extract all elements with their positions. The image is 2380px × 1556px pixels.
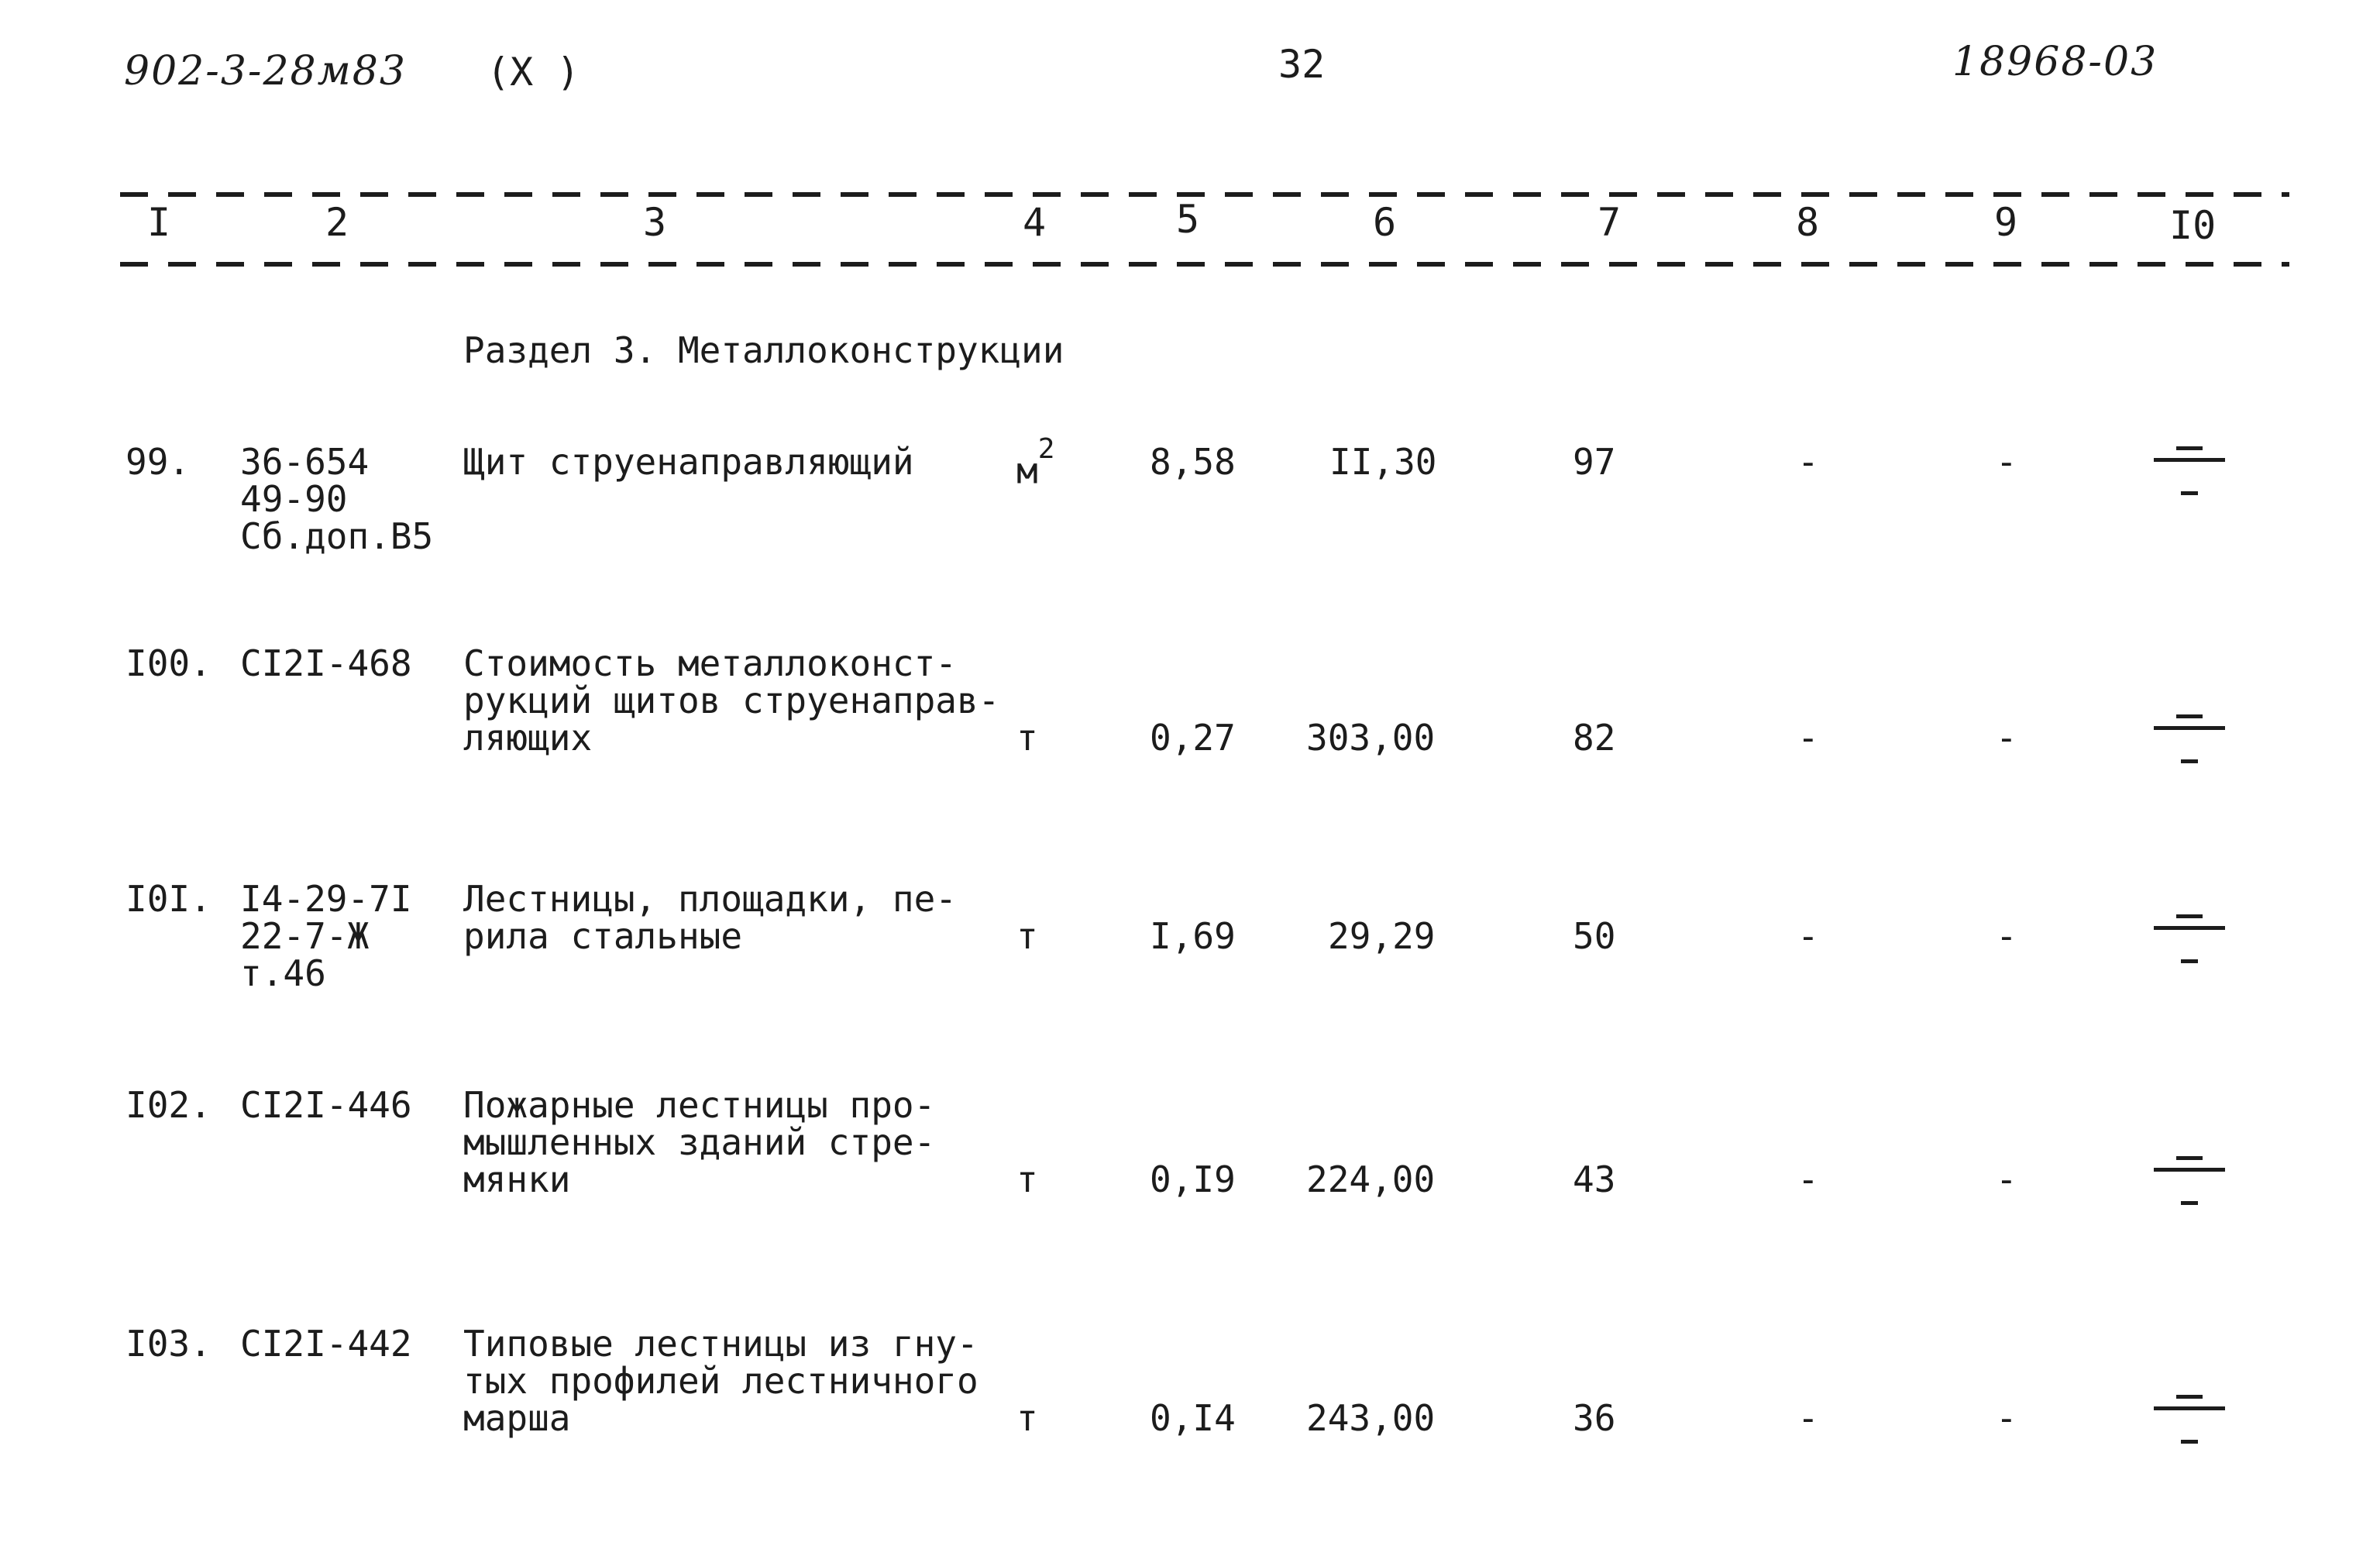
row-total: 36 [1573,1397,1616,1439]
column-header-6: 6 [1373,200,1397,245]
row-quantity: 8,58 [1150,441,1236,483]
row-name [463,441,914,483]
row-name [463,1325,978,1437]
code-line: 36-654 [240,441,370,483]
row-unit: т [1016,915,1038,957]
name-line: Стоимость металлоконст- [463,642,957,684]
name-line: Пожарные лестницы про- [463,1084,936,1126]
name-line: мянки [463,1158,571,1200]
code-line: 49-90 [240,478,348,520]
row-number: 99. [126,441,191,483]
header-bottom-rule [120,262,2289,267]
document-mark: (X ) [487,50,580,95]
row-unit: т [1016,1158,1038,1200]
row-col8: - [1797,441,1819,483]
row-number: I03. [126,1323,212,1365]
column-header-1: I [147,200,171,245]
column-header-4: 4 [1023,200,1047,245]
row-name [463,880,957,955]
column-header-8: 8 [1796,200,1820,245]
unit-superscript: 2 [1037,433,1055,465]
header-top-rule [120,192,2289,197]
fraction-mark [2143,1395,2236,1444]
row-col9: - [1996,915,2017,957]
fraction-mark [2143,446,2236,495]
code-line: CI2I-446 [240,1084,412,1126]
row-unit: т [1016,1397,1038,1439]
row-col9: - [1996,1158,2017,1200]
column-header-3: 3 [643,200,667,245]
fraction-mark [2143,1156,2236,1205]
row-total: 82 [1573,717,1616,759]
section-title: Раздел 3. Металлоконструкции [463,329,1064,371]
row-col9: - [1996,1397,2017,1439]
row-total: 43 [1573,1158,1616,1200]
code-line: Сб.доп.В5 [240,515,434,557]
name-line: марша [463,1397,571,1439]
row-col8: - [1797,1397,1819,1439]
row-quantity: 0,I4 [1150,1397,1236,1439]
unit-text: м [1016,449,1038,492]
row-unit-price: 29,29 [1328,915,1436,957]
document-code: 902-3-28м83 [124,48,407,95]
name-line: мышленных зданий стре- [463,1121,936,1163]
row-number: I02. [126,1084,212,1126]
name-line: Типовые лестницы из гну- [463,1323,978,1365]
row-unit [1016,433,1055,492]
row-code [240,1323,412,1365]
name-line: тых профилей лестничного [463,1360,978,1402]
column-header-10: I0 [2169,203,2217,248]
row-total: 97 [1573,441,1616,483]
row-code [240,642,412,684]
code-line: т.46 [240,952,326,994]
row-name [463,642,1000,759]
row-quantity: I,69 [1150,915,1236,957]
column-header-9: 9 [1994,200,2018,245]
page-number: 32 [1278,42,1326,87]
row-name [463,1086,935,1198]
row-code [240,1086,412,1124]
code-line: 22-7-Ж [240,915,370,957]
column-header-7: 7 [1598,200,1622,245]
name-line: рила стальные [463,915,743,957]
name-line: ляющих [463,717,593,759]
row-code [240,880,412,992]
row-number: I0I. [126,878,212,920]
name-line: Лестницы, площадки, пе- [463,878,957,920]
row-col8: - [1797,717,1819,759]
column-header-2: 2 [325,200,349,245]
name-line: Щит струенаправляющий [463,441,914,483]
row-col9: - [1996,717,2017,759]
fraction-mark [2143,714,2236,763]
row-unit-price: 243,00 [1306,1397,1436,1439]
code-line: CI2I-468 [240,642,412,684]
name-line: рукций щитов струенаправ- [463,680,1000,721]
row-col9: - [1996,441,2017,483]
column-header-5: 5 [1176,197,1200,242]
archive-number: 18968-03 [1952,39,2158,85]
row-quantity: 0,27 [1150,717,1236,759]
row-code [240,443,433,555]
row-unit-price: II,30 [1329,441,1437,483]
row-unit-price: 224,00 [1306,1158,1436,1200]
row-unit-price: 303,00 [1306,717,1436,759]
row-col8: - [1797,915,1819,957]
row-number: I00. [126,642,212,684]
row-unit: т [1016,717,1038,759]
code-line: CI2I-442 [240,1323,412,1365]
fraction-mark [2143,914,2236,963]
row-total: 50 [1573,915,1616,957]
code-line: I4-29-7I [240,878,412,920]
row-quantity: 0,I9 [1150,1158,1236,1200]
row-col8: - [1797,1158,1819,1200]
